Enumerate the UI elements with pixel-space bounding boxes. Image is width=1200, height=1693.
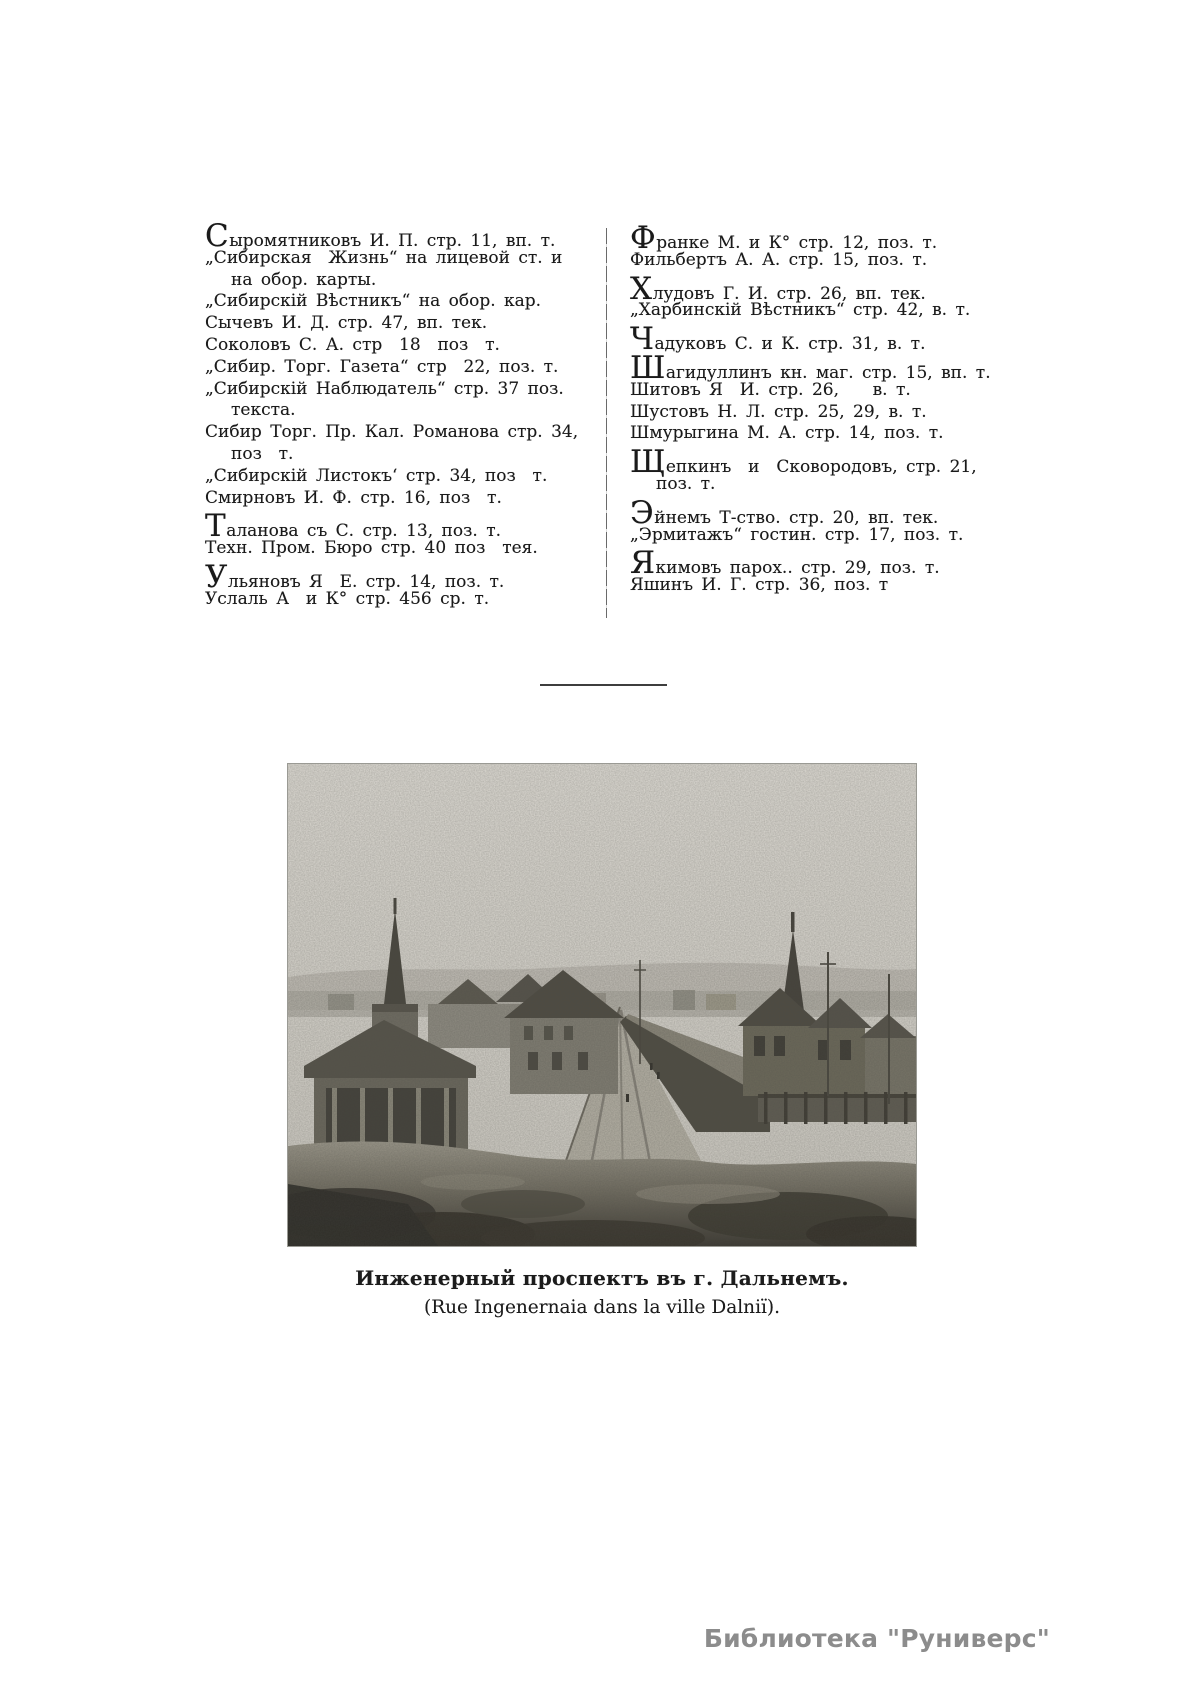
index-line: „Сибирскій Вѣстникъ“ на обор. кар. [205, 291, 542, 312]
index-line: Чадуковъ С. и К. стр. 31, в. т. [630, 321, 926, 358]
index-line: Фильбертъ А. А. стр. 15, поз. т. [630, 249, 928, 270]
index-column-right [630, 220, 991, 597]
index-line: на обор. карты. [231, 269, 377, 290]
index-line: Сибир Торг. Пр. Кал. Романова стр. 34, [205, 422, 579, 443]
index-line: Хлудовъ Г. И. стр. 26, вп. тек. [630, 270, 926, 307]
index-line: Эйнемъ Т-ство. стр. 20, вп. тек. [630, 494, 939, 531]
caption-subtitle: (Rue Ingenernaia dans la ville Dalniï). [423, 1297, 781, 1318]
index-line: Якимовъ парох.. стр. 29, поз. т. [630, 545, 940, 582]
index-line: Шитовъ Я И. стр. 26, в. т. [630, 379, 911, 400]
index-line: „Сибирскій Наблюдатель“ стр. 37 поз. [205, 378, 564, 399]
index-line: Ульяновъ Я Е. стр. 14, поз. т. [205, 558, 505, 595]
index-group-initial: У [205, 558, 228, 595]
index-line: Сыромятниковъ И. П. стр. 11, вп. т. [205, 218, 556, 254]
index-group-initial: Х [630, 270, 653, 307]
index-group-initial: Ч [630, 321, 655, 358]
index-line: поз. т. [656, 473, 716, 494]
index-line: Техн. Пром. Бюро стр. 40 поз тея. [205, 538, 538, 559]
index-line: Соколовъ С. А. стр 18 поз т. [205, 334, 500, 355]
index-line: Шагидуллинъ кн. маг. стр. 15, вп. т. [630, 349, 991, 386]
index-group-initial: Я [630, 545, 656, 582]
index-column-left [205, 218, 595, 611]
column-divider-rule [606, 228, 607, 618]
index-line: Шустовъ Н. Л. стр. 25, 29, в. т. [630, 401, 927, 422]
index-line: Услаль А и К° стр. 456 ср. т. [205, 588, 490, 609]
index-line: „Сибирская Жизнь“ на лицевой ст. и [205, 247, 563, 268]
index-line: „Сибир. Торг. Газета“ стр 22, поз. т. [205, 356, 559, 377]
index-line: „Харбинскій Вѣстникъ“ стр. 42, в. т. [630, 300, 971, 321]
street-photo-image [288, 764, 916, 1246]
index-line: Таланова съ С. стр. 13, поз. т. [205, 508, 501, 545]
index-line: „Сибирскій Листокъ‘ стр. 34, поз т. [205, 465, 548, 486]
index-line: Шмурыгина М. А. стр. 14, поз. т. [630, 423, 944, 444]
figure-caption [288, 1266, 916, 1318]
index-line: „Эрмитажъ“ гостин. стр. 17, поз. т. [630, 524, 964, 545]
street-photo [288, 764, 916, 1246]
index-line: Щепкинъ и Сковородовъ, стр. 21, [630, 444, 977, 481]
index-line: текста. [231, 400, 296, 421]
library-watermark: Библиотека "Руниверс" [703, 1624, 1050, 1653]
index-line: Смирновъ И. Ф. стр. 16, поз т. [205, 487, 502, 508]
index-line: Сычевъ И. Д. стр. 47, вп. тек. [205, 313, 488, 334]
index-group-initial: Т [205, 508, 227, 545]
index-group-initial: Щ [630, 444, 666, 481]
index-group-initial: Ф [630, 220, 657, 256]
index-group-initial: Э [630, 494, 655, 531]
index-group-initial: Ш [630, 349, 666, 386]
index-group-initial: С [205, 218, 230, 254]
index-line: поз т. [231, 443, 294, 464]
index-line: Франке М. и К° стр. 12, поз. т. [630, 220, 938, 256]
caption-title: Инженерный проспектъ въ г. Дальнемъ. [355, 1266, 849, 1290]
index-line: Яшинъ И. Г. стр. 36, поз. т [630, 575, 889, 596]
section-divider-rule [540, 684, 667, 686]
